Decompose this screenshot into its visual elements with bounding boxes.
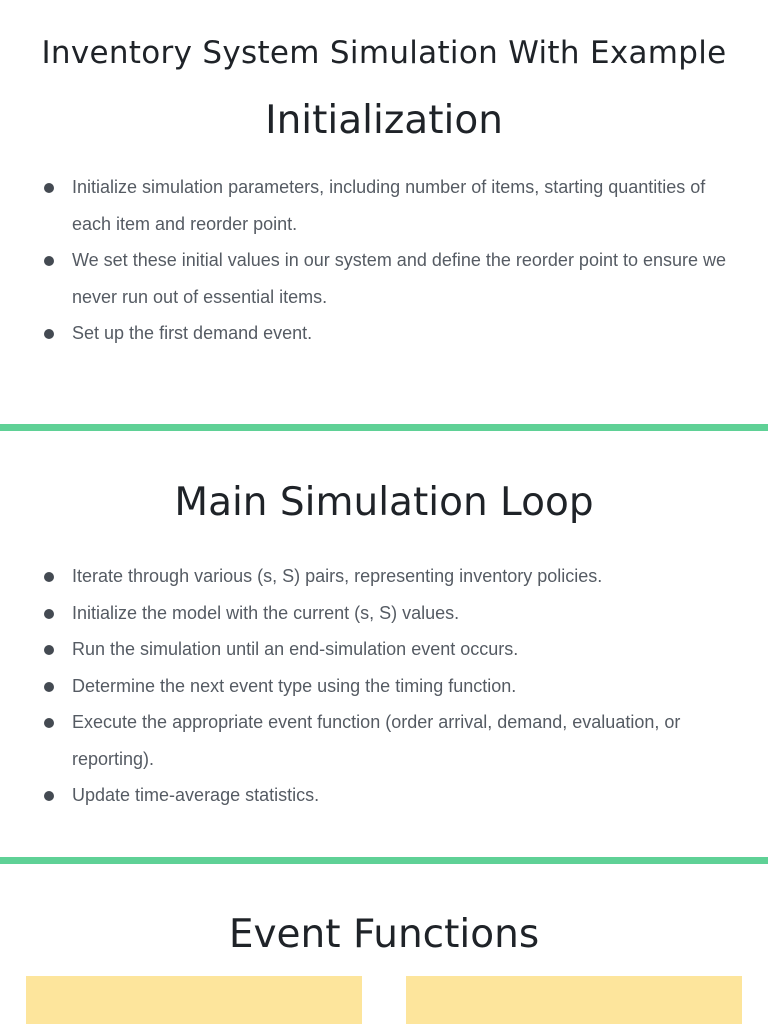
bullet-icon — [44, 791, 54, 801]
list-item — [0, 668, 768, 705]
section-title-event-functions: Event Functions — [228, 912, 540, 957]
section-title-initialization: Initialization — [265, 98, 503, 143]
list-item-text: Update time-average statistics. — [72, 785, 320, 805]
bullet-icon — [44, 572, 54, 582]
list-item-text: Initialize simulation parameters, including number of items, starting quantities of each item and reorder point. — [72, 177, 706, 234]
bullet-icon — [44, 645, 54, 655]
list-item — [0, 704, 768, 777]
list-item — [0, 777, 768, 814]
bullet-icon — [44, 256, 54, 266]
bullet-icon — [44, 183, 54, 193]
section-divider — [0, 424, 768, 431]
list-item-text: Execute the appropriate event function (order arrival, demand, evaluation, or reporting). — [72, 712, 681, 769]
list-item-text: Determine the next event type using the timing function. — [72, 675, 517, 696]
list-item — [0, 558, 768, 595]
list-item-text: Run the simulation until an end-simulation event occurs. — [72, 639, 519, 659]
list-item — [0, 595, 768, 632]
bullet-icon — [44, 329, 54, 339]
list-item — [0, 315, 768, 352]
document-title: Inventory System Simulation With Example — [41, 35, 727, 71]
list-item — [0, 631, 768, 668]
main-loop-bullet-list — [0, 558, 768, 814]
initialization-bullet-list — [0, 169, 768, 352]
bullet-icon — [44, 609, 54, 619]
bullet-icon — [44, 718, 54, 728]
list-item-text: Initialize the model with the current (s, S) values. — [72, 602, 460, 623]
list-item-text: We set these initial values in our system and define the reorder point to ensure we never run out of essential items. — [72, 250, 727, 307]
section-title-main-loop: Main Simulation Loop — [174, 480, 594, 525]
list-item-text: Set up the first demand event. — [72, 323, 313, 343]
list-item — [0, 169, 768, 242]
section-divider — [0, 857, 768, 864]
list-item-text: Iterate through various (s, S) pairs, representing inventory policies. — [72, 566, 603, 586]
list-item — [0, 242, 768, 315]
event-function-card-right — [406, 976, 742, 1024]
bullet-icon — [44, 682, 54, 692]
event-function-card-left — [26, 976, 362, 1024]
